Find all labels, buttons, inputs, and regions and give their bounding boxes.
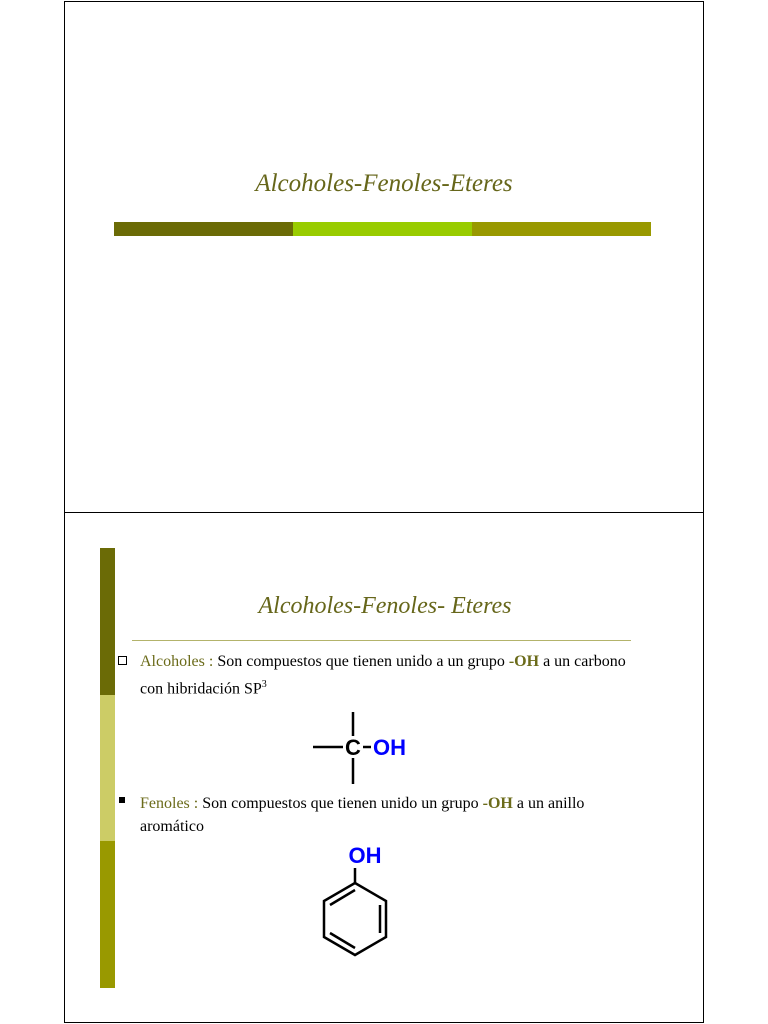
bullet-alcoholes-text: [140, 650, 638, 700]
alcohol-oh-label: OH: [373, 735, 406, 760]
bar-segment-3: [472, 222, 651, 236]
bar-segment-1: [114, 222, 293, 236]
bar-segment-2: [293, 222, 472, 236]
fenoles-text-after: a un anillo aromático: [140, 795, 585, 835]
slide-2-title: Alcoholes-Fenoles- Eteres: [258, 593, 512, 619]
slide-1: [64, 1, 704, 513]
fenoles-text-before: Son compuestos que tienen unido un grupo: [198, 795, 483, 812]
alcohol-structure: [305, 708, 435, 788]
keyword-alcoholes: Alcoholes :: [140, 653, 214, 670]
phenol-oh-label: OH: [348, 843, 382, 868]
phenol-structure: [310, 838, 410, 963]
slide-1-title: Alcoholes-Fenoles-Eteres: [255, 170, 513, 197]
hybridization-superscript: 3: [261, 679, 267, 690]
bullet-alcoholes: [118, 650, 638, 700]
title-underline-bar: [114, 222, 651, 236]
alcoholes-group: -OH: [508, 653, 540, 670]
filled-square-bullet-icon: [119, 797, 125, 803]
bullet-fenoles: [118, 792, 638, 838]
sidebar-segment-3: [100, 841, 115, 988]
bullet-fenoles-text: [140, 792, 638, 838]
keyword-fenoles: Fenoles :: [140, 795, 199, 812]
alcoholes-text-after: a un carbono con hibridación SP: [140, 653, 626, 698]
fenoles-group: -OH: [482, 795, 513, 812]
title-rule: [132, 640, 631, 641]
slide-2: [64, 512, 704, 1023]
sidebar-segment-1: [100, 548, 115, 695]
hollow-square-bullet-icon: [118, 656, 127, 665]
alcoholes-text-before: Son compuestos que tienen unido a un grupo: [213, 653, 509, 670]
sidebar-segment-2: [100, 695, 115, 842]
carbon-label: C: [345, 735, 361, 760]
